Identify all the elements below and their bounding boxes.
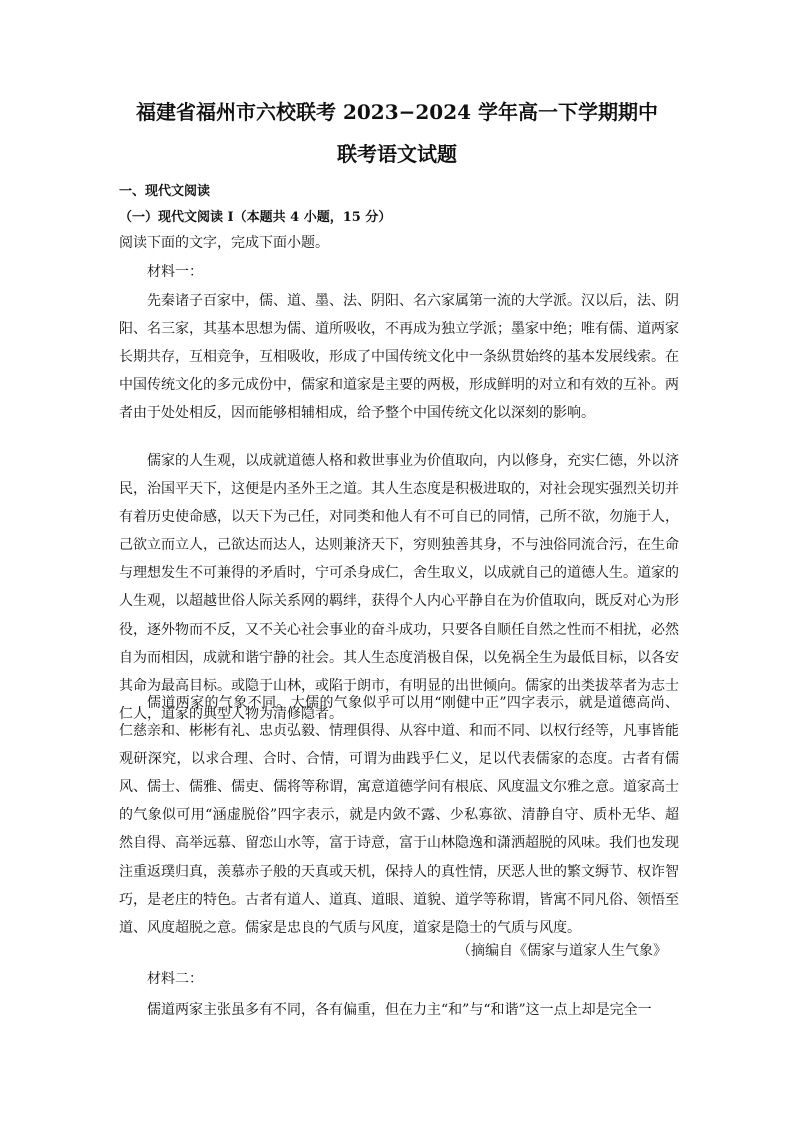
material-1-label: 材料一： bbox=[147, 264, 203, 280]
section-heading: 一、现代文阅读 bbox=[119, 184, 211, 199]
document-title-line-2: 联考语文试题 bbox=[337, 142, 457, 166]
material-1-paragraph-3: 儒道两家的气象不同。大儒的气象似乎可以用“刚健中正”四字表示，就是道德高尚、仁慈亲和、彬彬有礼、忠贞弘毅、情理俱得、从容中道、和而不同、以权行经等，凡事皆能观研深究，以求合理、合时、合情，可谓为曲践乎仁义，足以代表儒家的态度。古者有儒风、儒士、儒雅、儒吏、儒将等称谓，寓意道德学问有根底、风度温文尔雅之意。道家高士的气象似可用“涵虚脱俗”四字表示，就是内敛不露、少私寡欲、清静自守、质朴无华、超然自得、高举远慕、留恋山水等，富于诗意，富于山林隐逸和潇洒超脱的风味。我们也发现注重返璞归真，羡慕赤子般的天真或天机，保持人的真性情，厌恶人世的繁文缛节、权诈智巧，是老庄的特色。古者有道人、道真、道眼、道貌、道学等称谓，皆寓不同凡俗、领悟至道、风度超脱之意。儒家是忠良的气质与风度，道家是隐士的气质与风度。 bbox=[119, 695, 679, 936]
reading-instruction: 阅读下面的文字，完成下面小题。 bbox=[119, 235, 329, 251]
document-title-line-1: 福建省福州市六校联考 2023−2024 学年高一下学期期中 bbox=[135, 100, 658, 124]
material-1-citation: （摘编自《儒家与道家人生气象》 bbox=[457, 943, 667, 959]
material-2-paragraph-1: 儒道两家主张虽多有不同，各有偏重，但在力主“和”与“和谐”这一点上却是完全一 bbox=[147, 1002, 652, 1018]
material-1-paragraph-2: 儒家的人生观，以成就道德人格和救世事业为价值取向，内以修身，充实仁德，外以济民，治国平天下，这便是内圣外王之道。其人生态度是积极进取的，对社会现实强烈关切并有着历史使命感，以天下为己任，对同类和他人有不可自已的同情，己所不欲，勿施于人，己欲立而立人，己欲达而达人，达则兼济天下，穷则独善其身，不与浊俗同流合污，在生命与理想发生不可兼得的矛盾时，宁可杀身成仁，舍生取义，以成就自己的道德人生。道家的人生观，以超越世俗人际关系网的羁绊，获得个人内心平静自在为价值取向，既反对心为形役，逐外物而不反，又不关心社会事业的奋斗成功，只要各自顺任自然之性而不相扰，必然自为而相因，成就和谐宁静的社会。其人生态度消极自保，以免祸全生为最低目标，以各安其命为最高目标。或隐于山林，或陷于朗市，有明显的出世倾向。儒家的出类拔萃者为志士仁人，道家的典型人物为清修隐者。 bbox=[119, 453, 679, 722]
sub-section-heading: （一）现代文阅读 I（本题共 4 小题，15 分） bbox=[119, 210, 392, 225]
material-2-label: 材料二： bbox=[147, 971, 203, 987]
material-1-paragraph-1: 先秦诸子百家中，儒、道、墨、法、阴阳、名六家属第一流的大学派。汉以后，法、阴阳、名三家，其基本思想为儒、道所吸收，不再成为独立学派；墨家中绝；唯有儒、道两家长期共存，互相竞争，互相吸收，形成了中国传统文化中一条纵贯始终的基本发展线索。在中国传统文化的多元成份中，儒家和道家是主要的两极，形成鲜明的对立和有效的互补。两者由于处处相反，因而能够相辅相成，给予整个中国传统文化以深刻的影响。 bbox=[119, 293, 679, 422]
